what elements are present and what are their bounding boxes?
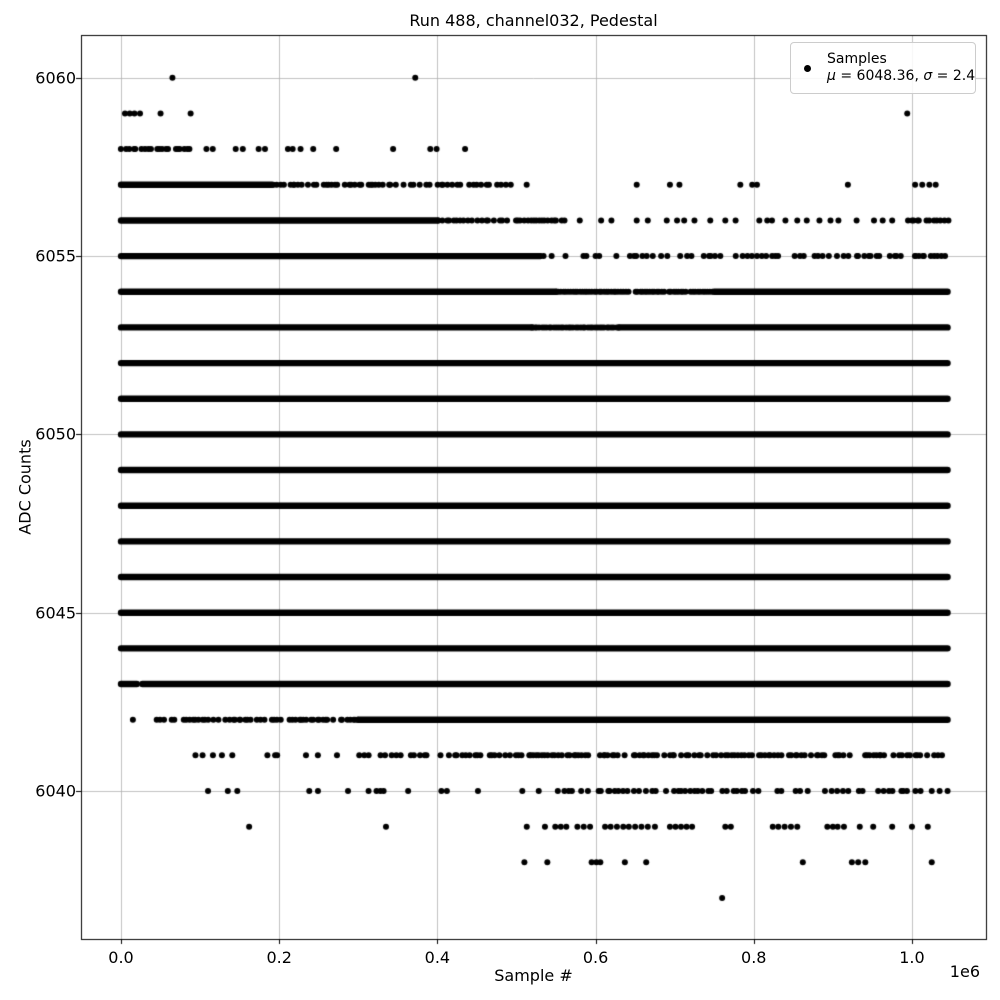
y-tick-label: 6045 [35, 603, 76, 623]
x-axis-offset-label: 1e6 [949, 962, 980, 981]
legend-mu-symbol: μ [827, 68, 836, 84]
x-tick-label: 0.4 [424, 948, 451, 967]
x-tick-label: 0.0 [108, 948, 134, 967]
legend-sigma-symbol: σ [923, 68, 933, 84]
x-tick-label: 0.6 [582, 948, 609, 967]
legend-sample-marker-icon [804, 65, 811, 72]
legend-mu-value: = 6048.36, [835, 68, 924, 84]
legend-text [827, 51, 975, 85]
x-tick-label: 0.2 [266, 948, 292, 967]
y-tick-label: 6060 [35, 68, 76, 88]
legend-box [790, 42, 976, 94]
legend-sigma-value: = 2.4 [932, 68, 976, 84]
y-axis-label: ADC Counts [15, 439, 35, 535]
y-tick-label: 6055 [35, 246, 76, 266]
y-tick-label: 6050 [35, 424, 76, 444]
chart-title: Run 488, channel032, Pedestal [409, 11, 658, 30]
x-axis-label: Sample # [494, 966, 573, 985]
legend-label-samples: Samples [827, 51, 887, 67]
y-tick-label: 6040 [35, 781, 76, 801]
x-tick-label: 0.8 [741, 948, 767, 967]
x-tick-label: 1.0 [899, 948, 925, 967]
